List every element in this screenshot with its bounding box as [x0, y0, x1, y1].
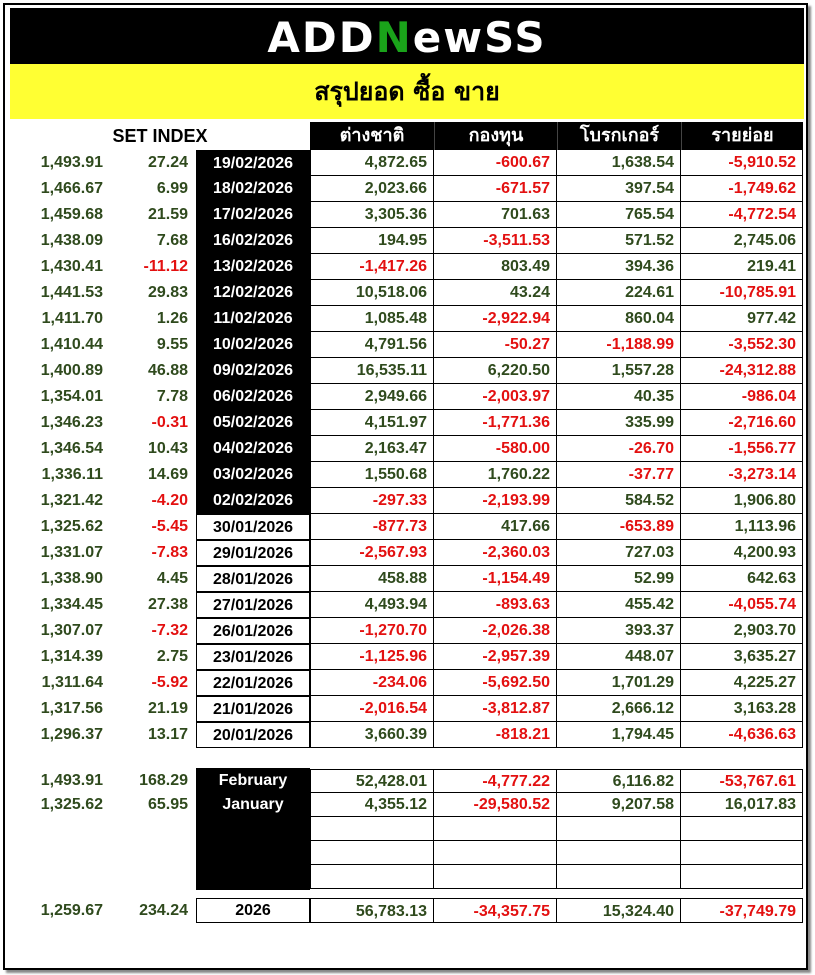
- set-index-value: 1,493.91: [40, 772, 103, 789]
- set-index-change: 7.68: [156, 232, 188, 249]
- set-index-change: -5.92: [151, 674, 188, 691]
- table-row: [0, 462, 815, 488]
- set-index-value: 1,400.89: [40, 362, 103, 379]
- table-row: [0, 488, 815, 514]
- table-row: [0, 722, 815, 748]
- retail-value: -1,556.77: [681, 436, 803, 462]
- set-index-change: 4.45: [156, 570, 188, 587]
- retail-value: -3,552.30: [681, 332, 803, 358]
- empty-cell: [681, 817, 803, 841]
- broker-value: -1,188.99: [557, 332, 681, 358]
- set-index-change: -7.32: [151, 622, 188, 639]
- foreign-value: 194.95: [310, 228, 434, 254]
- date-cell: 10/02/2026: [196, 332, 310, 358]
- set-index-change: 65.95: [147, 796, 188, 813]
- date-cell: 20/01/2026: [196, 722, 310, 748]
- retail-value: 16,017.83: [681, 793, 803, 817]
- foreign-value: 4,493.94: [310, 592, 434, 618]
- fund-value: -2,003.97: [434, 384, 557, 410]
- fund-value: 43.24: [434, 280, 557, 306]
- set-index-value: 1,331.07: [40, 544, 103, 561]
- date-cell: 05/02/2026: [196, 410, 310, 436]
- set-index-value: 1,325.62: [40, 518, 103, 535]
- logo-letter-n: [376, 13, 413, 62]
- broker-value: 860.04: [557, 306, 681, 332]
- broker-value: 765.54: [557, 202, 681, 228]
- retail-value: -24,312.88: [681, 358, 803, 384]
- broker-value: 448.07: [557, 644, 681, 670]
- date-cell: 13/02/2026: [196, 254, 310, 280]
- foreign-value: -1,417.26: [310, 254, 434, 280]
- set-index-value: 1,346.23: [40, 414, 103, 431]
- set-index-value: 1,493.91: [40, 154, 103, 171]
- date-cell: 16/02/2026: [196, 228, 310, 254]
- fund-value: 803.49: [434, 254, 557, 280]
- set-index-change: 9.55: [156, 336, 188, 353]
- set-index-value: 1,311.64: [41, 674, 103, 691]
- broker-value: -37.77: [557, 462, 681, 488]
- broker-value: 1,638.54: [557, 150, 681, 176]
- fund-value: -893.63: [434, 592, 557, 618]
- date-cell: 04/02/2026: [196, 436, 310, 462]
- set-index-change: -11.12: [143, 258, 188, 275]
- set-index-change: 46.88: [147, 362, 188, 379]
- set-index-change: 13.17: [147, 726, 188, 743]
- set-index-value: 1,296.37: [40, 726, 103, 743]
- date-cell: 12/02/2026: [196, 280, 310, 306]
- foreign-value: 2,163.47: [310, 436, 434, 462]
- set-index-value: 1,325.62: [40, 796, 103, 813]
- foreign-value: 16,535.11: [310, 358, 434, 384]
- table-row: [0, 332, 815, 358]
- empty-cell: [557, 865, 681, 889]
- broker-value: 393.37: [557, 618, 681, 644]
- foreign-value: -2,016.54: [310, 696, 434, 722]
- set-index-value: 1,317.56: [40, 700, 103, 717]
- set-index-value: 1,346.54: [40, 440, 103, 457]
- foreign-value: 1,550.68: [310, 462, 434, 488]
- table-row: [0, 592, 815, 618]
- fund-value: -600.67: [434, 150, 557, 176]
- date-cell: 26/01/2026: [196, 618, 310, 644]
- retail-value: 977.42: [681, 306, 803, 332]
- foreign-value: 4,872.65: [310, 150, 434, 176]
- empty-cell: [310, 865, 434, 889]
- fund-value: -3,812.87: [434, 696, 557, 722]
- table-row: [0, 228, 815, 254]
- set-index-change: -5.45: [151, 518, 188, 535]
- empty-cell: [310, 817, 434, 841]
- set-index-change: 14.69: [147, 466, 188, 483]
- foreign-value: 3,660.39: [310, 722, 434, 748]
- year-row: [0, 898, 815, 923]
- retail-value: -4,772.54: [681, 202, 803, 228]
- broker-value: 1,557.28: [557, 358, 681, 384]
- broker-value: 397.54: [557, 176, 681, 202]
- foreign-value: 2,949.66: [310, 384, 434, 410]
- foreign-value: 458.88: [310, 566, 434, 592]
- broker-value: -653.89: [557, 514, 681, 540]
- set-index-value: 1,338.90: [40, 570, 103, 587]
- broker-value: 40.35: [557, 384, 681, 410]
- broker-value: 584.52: [557, 488, 681, 514]
- date-cell: 06/02/2026: [196, 384, 310, 410]
- empty-cell: [557, 841, 681, 865]
- fund-value: -818.21: [434, 722, 557, 748]
- date-cell: 21/01/2026: [196, 696, 310, 722]
- set-index-value: 1,336.11: [41, 466, 103, 483]
- table-row: [0, 384, 815, 410]
- foreign-value: -297.33: [310, 488, 434, 514]
- retail-value: 1,113.96: [681, 514, 803, 540]
- retail-value: -4,055.74: [681, 592, 803, 618]
- fund-value: -3,511.53: [434, 228, 557, 254]
- fund-value: -2,193.99: [434, 488, 557, 514]
- retail-value: -3,273.14: [681, 462, 803, 488]
- table-row: [0, 176, 815, 202]
- broker-value: 2,666.12: [557, 696, 681, 722]
- broker-value: 6,116.82: [557, 769, 681, 793]
- broker-value: 52.99: [557, 566, 681, 592]
- broker-value: 394.36: [557, 254, 681, 280]
- set-index-change: 2.75: [156, 648, 188, 665]
- fund-value: 701.63: [434, 202, 557, 228]
- fund-value: -580.00: [434, 436, 557, 462]
- foreign-value: 1,085.48: [310, 306, 434, 332]
- set-index-value: 1,459.68: [40, 206, 103, 223]
- monthly-row: [0, 793, 815, 817]
- set-index-change: 7.78: [156, 388, 188, 405]
- retail-value: 1,906.80: [681, 488, 803, 514]
- foreign-value: 4,791.56: [310, 332, 434, 358]
- broker-value: 455.42: [557, 592, 681, 618]
- set-index-change: 10.43: [147, 440, 188, 457]
- retail-value: 219.41: [681, 254, 803, 280]
- foreign-value: -877.73: [310, 514, 434, 540]
- year-label: 2026: [196, 898, 310, 923]
- set-index-value: 1,438.09: [40, 232, 103, 249]
- retail-value: -1,749.62: [681, 176, 803, 202]
- foreign-value: 52,428.01: [310, 769, 434, 793]
- brand-banner: [10, 8, 804, 64]
- set-index-value: 1,466.67: [40, 180, 103, 197]
- retail-value: -10,785.91: [681, 280, 803, 306]
- date-cell: 03/02/2026: [196, 462, 310, 488]
- date-cell: 11/02/2026: [196, 306, 310, 332]
- empty-cell: [557, 817, 681, 841]
- foreign-value: -2,567.93: [310, 540, 434, 566]
- retail-value: 4,225.27: [681, 670, 803, 696]
- table-row: [0, 540, 815, 566]
- set-index-value: 1,314.39: [40, 648, 103, 665]
- fund-value: -671.57: [434, 176, 557, 202]
- fund-value: 417.66: [434, 514, 557, 540]
- set-index-value: 1,259.67: [40, 902, 103, 919]
- foreign-value: -1,125.96: [310, 644, 434, 670]
- broker-value: 1,701.29: [557, 670, 681, 696]
- table-row: [0, 514, 815, 540]
- table-row: [0, 306, 815, 332]
- set-index-change: 234.24: [139, 902, 188, 919]
- set-index-change: 27.24: [147, 154, 188, 171]
- retail-value: 3,635.27: [681, 644, 803, 670]
- set-index-change: 6.99: [156, 180, 188, 197]
- retail-value: 2,745.06: [681, 228, 803, 254]
- set-index-change: 21.59: [147, 206, 188, 223]
- foreign-value: -1,270.70: [310, 618, 434, 644]
- date-cell: 27/01/2026: [196, 592, 310, 618]
- table-row: [0, 280, 815, 306]
- logo-n-glyph: N: [375, 13, 413, 62]
- empty-cell: [434, 865, 557, 889]
- fund-value: 6,220.50: [434, 358, 557, 384]
- retail-value: -37,749.79: [681, 898, 803, 923]
- logo-text-add: ADD: [267, 13, 376, 62]
- retail-value: 2,903.70: [681, 618, 803, 644]
- column-header-fund: กองทุน: [434, 122, 557, 150]
- set-index-value: 1,334.45: [40, 596, 103, 613]
- empty-cell: [434, 841, 557, 865]
- column-header-retail: รายย่อย: [681, 122, 803, 150]
- set-index-change: -7.83: [151, 544, 188, 561]
- broker-value: 224.61: [557, 280, 681, 306]
- retail-value: -2,716.60: [681, 410, 803, 436]
- fund-value: -34,357.75: [434, 898, 557, 923]
- set-index-value: 1,354.01: [40, 388, 103, 405]
- date-cell: 29/01/2026: [196, 540, 310, 566]
- fund-value: -4,777.22: [434, 769, 557, 793]
- fund-value: -2,360.03: [434, 540, 557, 566]
- fund-value: -1,771.36: [434, 410, 557, 436]
- retail-value: -4,636.63: [681, 722, 803, 748]
- empty-cell: [681, 865, 803, 889]
- broker-value: 15,324.40: [557, 898, 681, 923]
- brand-logo: [10, 8, 804, 64]
- table-row: [0, 254, 815, 280]
- set-index-value: 1,307.07: [40, 622, 103, 639]
- set-index-value: 1,410.44: [40, 336, 103, 353]
- month-label: January: [222, 796, 284, 813]
- set-index-change: 168.29: [139, 772, 188, 789]
- column-header-broker: โบรกเกอร์: [557, 122, 681, 150]
- set-index-change: 29.83: [147, 284, 188, 301]
- foreign-value: 10,518.06: [310, 280, 434, 306]
- foreign-value: 2,023.66: [310, 176, 434, 202]
- set-index-value: 1,441.53: [40, 284, 103, 301]
- empty-cell: [681, 841, 803, 865]
- table-row: [0, 202, 815, 228]
- foreign-value: 4,151.97: [310, 410, 434, 436]
- table-row: [0, 410, 815, 436]
- set-index-change: -0.31: [151, 414, 188, 431]
- retail-value: 642.63: [681, 566, 803, 592]
- broker-value: 335.99: [557, 410, 681, 436]
- table-row: [0, 566, 815, 592]
- table-row: [0, 358, 815, 384]
- set-index-header: SET INDEX: [112, 126, 208, 146]
- fund-value: -29,580.52: [434, 793, 557, 817]
- set-index-value: 1,411.70: [41, 310, 103, 327]
- retail-value: 3,163.28: [681, 696, 803, 722]
- foreign-value: 4,355.12: [310, 793, 434, 817]
- monthly-row: [0, 769, 815, 793]
- date-cell: 17/02/2026: [196, 202, 310, 228]
- retail-value: -53,767.61: [681, 769, 803, 793]
- month-label: February: [218, 772, 288, 789]
- set-index-change: -4.20: [151, 492, 188, 509]
- report-subtitle: สรุปยอด ซื้อ ขาย: [10, 64, 804, 119]
- foreign-value: 56,783.13: [310, 898, 434, 923]
- date-cell: 02/02/2026: [196, 488, 310, 514]
- table-row: [0, 696, 815, 722]
- set-index-change: 1.26: [156, 310, 188, 327]
- date-cell: 19/02/2026: [196, 150, 310, 177]
- foreign-value: 3,305.36: [310, 202, 434, 228]
- fund-value: -1,154.49: [434, 566, 557, 592]
- set-index-value: 1,430.41: [40, 258, 103, 275]
- column-header-foreign: ต่างชาติ: [310, 122, 434, 150]
- retail-value: 4,200.93: [681, 540, 803, 566]
- table-row: [0, 150, 815, 176]
- fund-value: -2,026.38: [434, 618, 557, 644]
- date-cell: 30/01/2026: [196, 514, 310, 540]
- broker-value: 571.52: [557, 228, 681, 254]
- set-index-change: 27.38: [147, 596, 188, 613]
- fund-value: -5,692.50: [434, 670, 557, 696]
- set-index-value: 1,321.42: [40, 492, 103, 509]
- fund-value: 1,760.22: [434, 462, 557, 488]
- set-index-change: 21.19: [147, 700, 188, 717]
- date-cell: 09/02/2026: [196, 358, 310, 384]
- date-cell: 18/02/2026: [196, 176, 310, 202]
- foreign-value: -234.06: [310, 670, 434, 696]
- retail-value: -986.04: [681, 384, 803, 410]
- broker-value: 1,794.45: [557, 722, 681, 748]
- table-row: [0, 644, 815, 670]
- table-row: [0, 670, 815, 696]
- fund-value: -2,957.39: [434, 644, 557, 670]
- fund-value: -2,922.94: [434, 306, 557, 332]
- date-cell: 28/01/2026: [196, 566, 310, 592]
- table-row: [0, 618, 815, 644]
- broker-value: -26.70: [557, 436, 681, 462]
- retail-value: -5,910.52: [681, 150, 803, 176]
- empty-cell: [310, 841, 434, 865]
- empty-cell: [434, 817, 557, 841]
- fund-value: -50.27: [434, 332, 557, 358]
- date-cell: 22/01/2026: [196, 670, 310, 696]
- table-row: [0, 436, 815, 462]
- broker-value: 727.03: [557, 540, 681, 566]
- logo-text-ewss: ewSS: [412, 13, 547, 62]
- date-cell: 23/01/2026: [196, 644, 310, 670]
- broker-value: 9,207.58: [557, 793, 681, 817]
